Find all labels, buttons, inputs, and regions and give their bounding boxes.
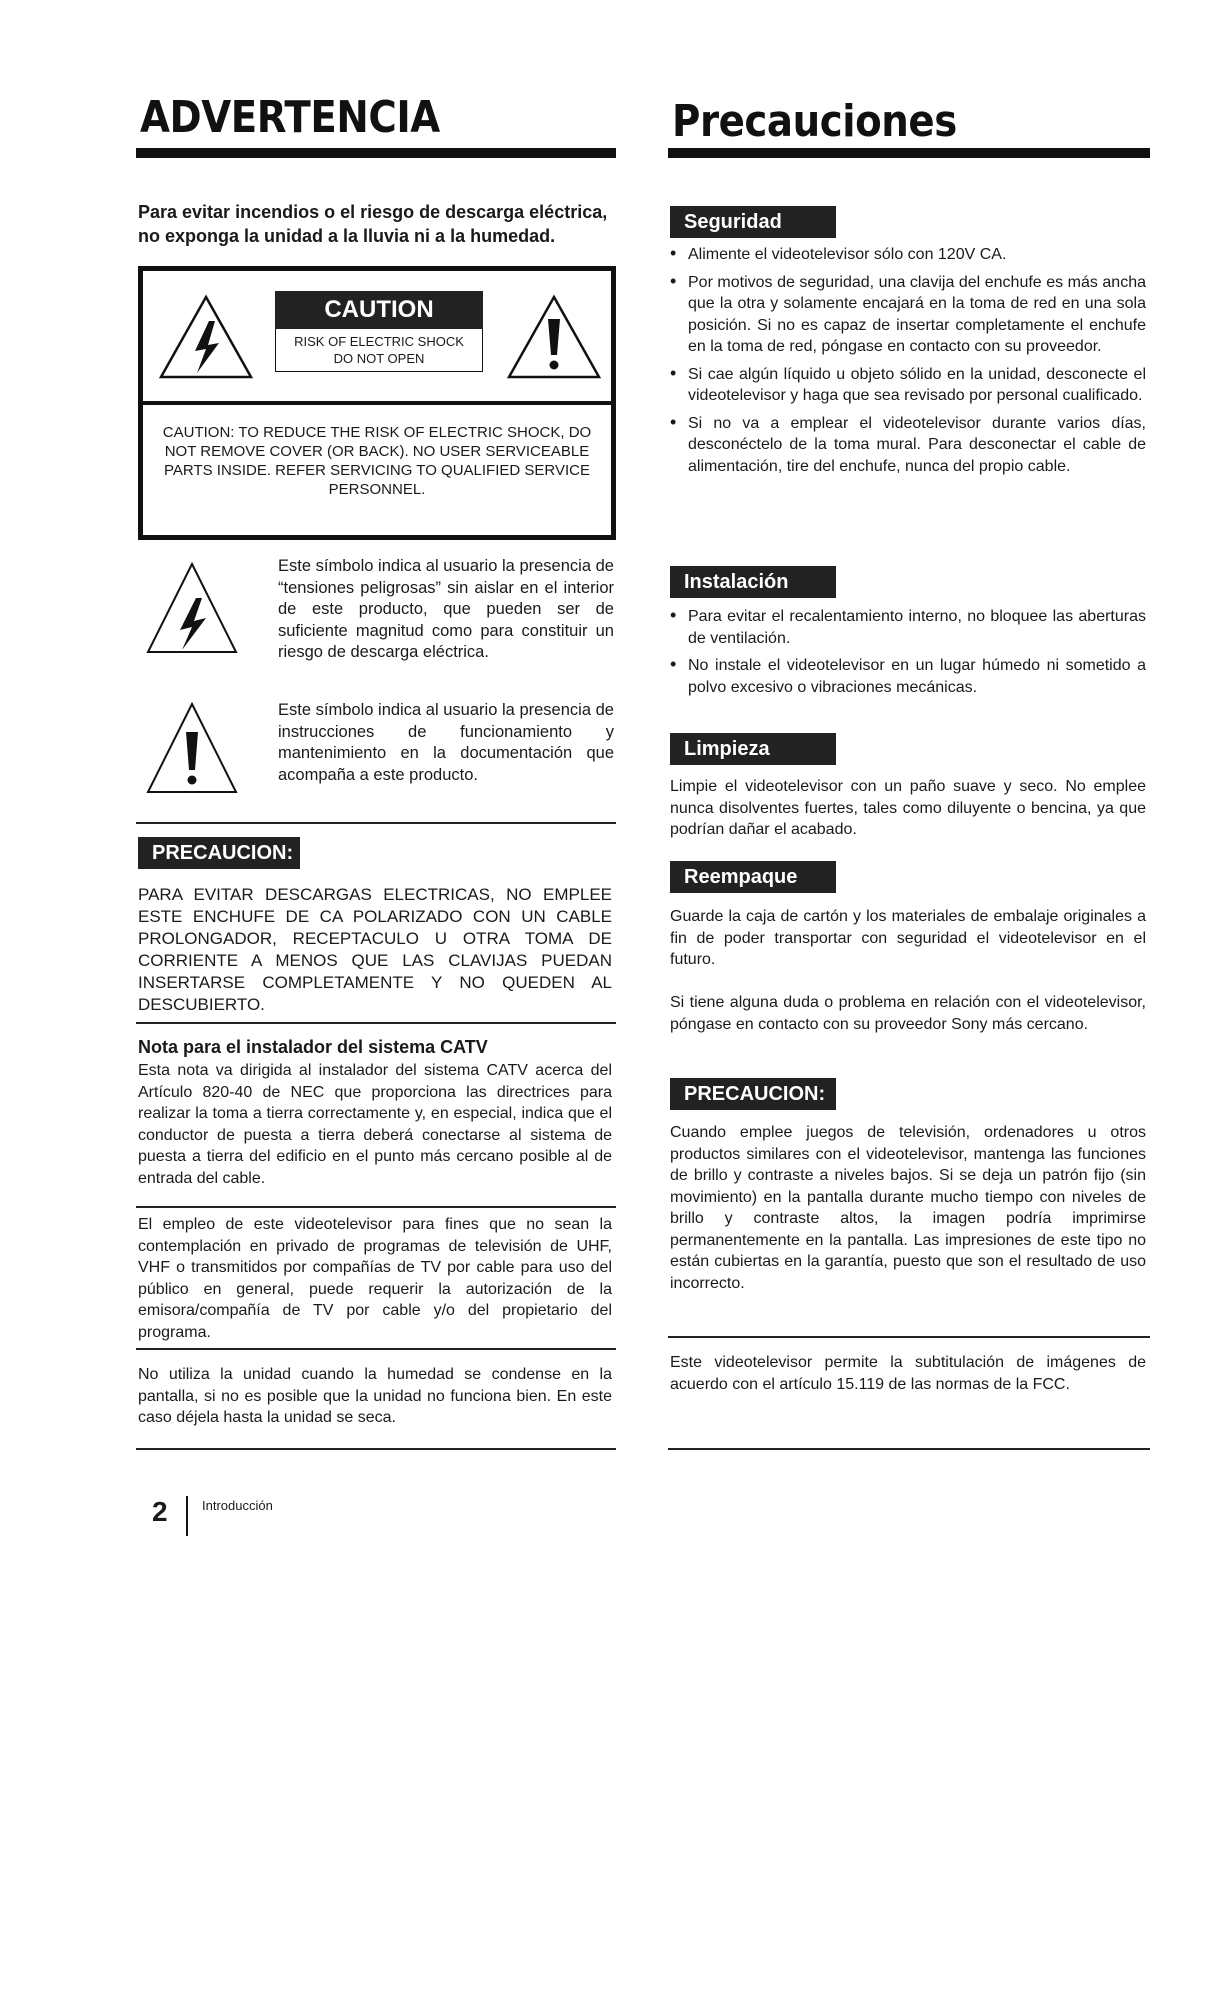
page-number: 2 — [152, 1496, 168, 1527]
caution-label-block — [275, 291, 483, 372]
seguridad-item: • Por motivos de seguridad, una clavija del enchufe es más ancha que la otra y solamente encajará en la toma de red en una sola posición. Si no es capaz de insertar completamente el enchufe en la toma de red, póngase en contacto con su proveedor. — [670, 272, 1146, 358]
left-title-bar — [136, 148, 616, 158]
instalacion-label: Instalación — [670, 566, 836, 598]
caution-text: CAUTION: TO REDUCE THE RISK OF ELECTRIC SHOCK, DO NOT REMOVE COVER (OR BACK). NO USER SERVICEABLE PARTS INSIDE. REFER SERVICING TO QUALIFIED SERVICE PERSONNEL. — [162, 424, 592, 498]
caution-divider — [143, 401, 611, 405]
caution-sub-line-1: RISK OF ELECTRIC SHOCK — [294, 334, 464, 349]
caution-label: CAUTION — [275, 291, 483, 329]
seguridad-label: Seguridad — [670, 206, 836, 238]
separator-3 — [136, 1206, 616, 1208]
catv-title: Nota para el instalador del sistema CATV — [138, 1037, 488, 1057]
exclamation-triangle-icon-large — [144, 700, 240, 796]
right-title: Precauciones — [672, 96, 957, 147]
reempaque-label: Reempaque — [670, 861, 836, 893]
fcc-text: Este videotelevisor permite la subtitulación de imágenes de acuerdo con el artículo 15.119 de las normas de la FCC. — [670, 1354, 1146, 1393]
humedad-text: No utiliza la unidad cuando la humedad se condense en la pantalla, si no es posible que la unidad no funciona bien. En este caso déjela hasta la unidad se seca. — [138, 1366, 612, 1426]
limpieza-text: Limpie el videotelevisor con un paño suave y seco. No emplee nunca disolventes fuertes, tales como diluyente o bencina, ya que podrían dañar el acabado. — [670, 778, 1146, 838]
separator-4 — [136, 1348, 616, 1350]
caution-sub-line-2: DO NOT OPEN — [333, 351, 425, 366]
footer-separator — [186, 1496, 188, 1536]
limpieza-label: Limpieza — [670, 733, 836, 765]
separator-2 — [136, 1022, 616, 1024]
symbol2-description: Este símbolo indica al usuario la presencia de instrucciones de funcionamiento y mantenimiento en la documentación que acompaña a este producto. — [278, 701, 614, 784]
catv-text: Esta nota va dirigida al instalador del sistema CATV acerca del Artículo 820-40 de NEC que proporciona las directrices para realizar la toma a tierra correctamente y, en especial, indica que el conductor de puesta a tierra deberá conectarse al sistema de puesta a tierra del edificio en el punto más cercano posible al de entrada del cable. — [138, 1062, 612, 1187]
separator-1 — [136, 822, 616, 824]
reempaque-text-1: Guarde la caja de cartón y los materiales de embalaje originales a fin de poder transportar con seguridad el videotelevisor en el futuro. — [670, 908, 1146, 968]
exclamation-triangle-icon — [505, 293, 603, 381]
lightning-triangle-icon — [157, 293, 255, 381]
symbol1-description: Este símbolo indica al usuario la presencia de “tensiones peligrosas” sin aislar en el interior de este producto, que pueden ser de suficiente magnitud como para constituir un riesgo de descarga eléctrica. — [278, 557, 614, 661]
reempaque-text-2: Si tiene alguna duda o problema en relación con el videotelevisor, póngase en contacto con su proveedor Sony más cercano. — [670, 994, 1146, 1033]
instalacion-item: • Para evitar el recalentamiento interno, no bloquee las aberturas de ventilación. — [670, 606, 1146, 649]
separator-right-2 — [668, 1448, 1150, 1450]
separator-5 — [136, 1448, 616, 1450]
caution-box — [138, 266, 616, 540]
right-title-bar — [668, 148, 1150, 158]
seguridad-item: • Si cae algún líquido u objeto sólido en la unidad, desconecte el videotelevisor y haga que sea revisado por personal cualificado. — [670, 364, 1146, 407]
precaucion-label-right: PRECAUCION: — [670, 1078, 836, 1110]
separator-right-1 — [668, 1336, 1150, 1338]
seguridad-item: • Si no va a emplear el videotelevisor durante varios días, desconéctelo de la toma mural. Para desconectar el cable de alimentación, tire del enchufe, nunca del propio cable. — [670, 413, 1146, 478]
seguridad-item: • Alimente el videotelevisor sólo con 120V CA. — [670, 244, 1146, 266]
empleo-text: El empleo de este videotelevisor para fines que no sean la contemplación en privado de programas de televisión de UHF, VHF o transmitidos por compañías de TV por cable para uso del público en general, puede requerir la autorización de la emisora/compañía de TV por cable y/o del propietario del programa. — [138, 1216, 612, 1341]
caution-sub — [275, 329, 483, 372]
lightning-triangle-icon-large — [144, 560, 240, 656]
precaucion-text-right: Cuando emplee juegos de televisión, ordenadores u otros productos similares con el videotelevisor, mantenga las funciones de brillo y contraste a niveles bajos. Si se deja un patrón fijo (sin movimiento) en la pantalla durante mucho tiempo con niveles de brillo y contraste altos, la imagen podría imprimirse permanentemente en la pantalla. Las impresiones de este tipo no están cubiertas en la garantía, puesto que son el resultado de uso incorrecto. — [670, 1124, 1146, 1292]
instalacion-item: • No instale el videotelevisor en un lugar húmedo ni sometido a polvo excesivo o vibraciones mecánicas. — [670, 655, 1146, 698]
precaucion-label-left: PRECAUCION: — [138, 837, 300, 869]
instalacion-list — [670, 606, 1146, 704]
footer-section: Introducción — [202, 1498, 273, 1513]
precaucion-text-left: PARA EVITAR DESCARGAS ELECTRICAS, NO EMPLEE ESTE ENCHUFE DE CA POLARIZADO CON UN CABLE PROLONGADOR, RECEPTACULO U OTRA TOMA DE CORRIENTE A MENOS QUE LAS CLAVIJAS PUEDAN INSERTARSE COMPLETAMENTE Y NO QUEDEN AL DESCUBIERTO. — [138, 885, 612, 1014]
left-title: ADVERTENCIA — [140, 92, 440, 143]
seguridad-list — [670, 244, 1146, 483]
warning-lead: Para evitar incendios o el riesgo de descarga eléctrica, no exponga la unidad a la lluvia ni a la humedad. — [138, 202, 608, 246]
